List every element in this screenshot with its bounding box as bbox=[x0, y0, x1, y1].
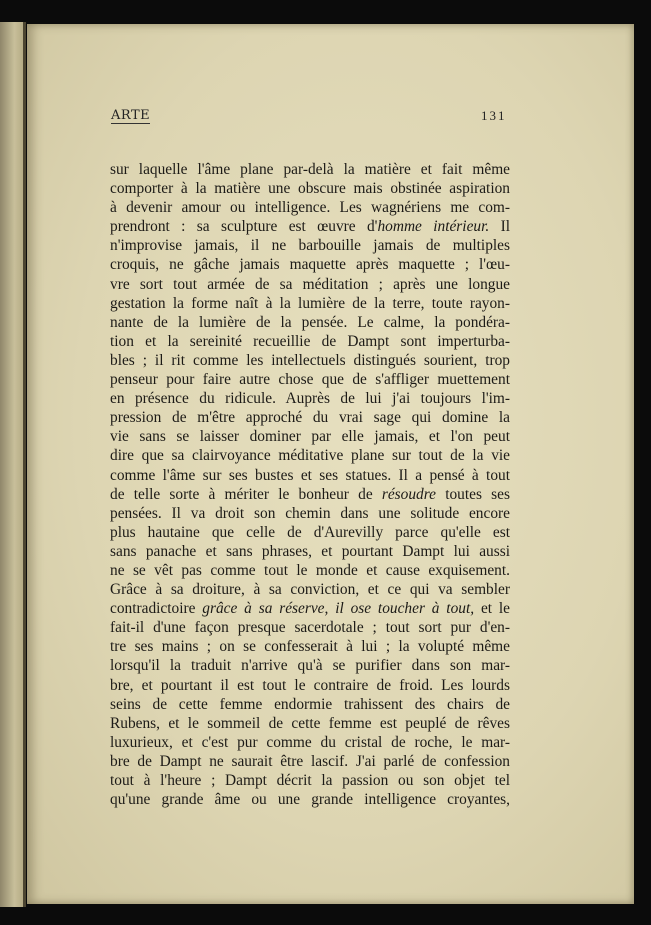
text-run: bre, et pourtant il est tout le contraire de froid. Les lourds bbox=[110, 676, 510, 694]
text-line bbox=[110, 771, 510, 790]
text-run: sur laquelle l'âme plane par-delà la matière et fait même bbox=[110, 161, 510, 178]
text-line bbox=[110, 599, 510, 618]
text-run: lorsqu'il la traduit n'arrive qu'à se purifier dans son mar- bbox=[110, 657, 510, 675]
text-run: sans panache et sans phrases, et pourtant Dampt lui aussi bbox=[110, 542, 510, 560]
text-line bbox=[110, 179, 510, 198]
text-run: vie sans se laisser dominer par elle jamais, et l'on peut bbox=[110, 428, 510, 446]
text-line bbox=[110, 275, 510, 294]
text-line bbox=[110, 332, 510, 351]
text-line bbox=[110, 523, 510, 542]
text-run: de telle sorte à mériter le bonheur de bbox=[110, 485, 382, 503]
text-run: Il bbox=[489, 218, 510, 236]
text-line bbox=[110, 198, 510, 217]
text-run: ne se vêt pas comme tout le monde et cause exquisement. bbox=[110, 561, 510, 579]
text-line bbox=[110, 714, 510, 733]
text-line bbox=[110, 427, 510, 446]
text-run: plus hautaine que celle de d'Aurevilly parce qu'elle est bbox=[110, 523, 510, 541]
text-run: qu'une grande âme ou une grande intelligence croyantes, bbox=[110, 791, 510, 809]
italic-phrase: résoudre bbox=[381, 485, 437, 503]
text-run: pression de m'être approché du vrai sage qui domine la bbox=[110, 409, 510, 427]
text-run: contradictoire bbox=[110, 600, 203, 618]
text-run: seins de cette femme endormie trahissent des chairs de bbox=[110, 695, 510, 713]
text-line bbox=[110, 618, 510, 637]
text-run: en présence du ridicule. Auprès de lui j'ai toujours l'im- bbox=[110, 390, 510, 408]
text-run: toutes ses bbox=[436, 485, 510, 503]
text-run: vre sort tout armée de sa méditation ; après une longue bbox=[110, 275, 510, 293]
text-line bbox=[110, 236, 510, 255]
text-line bbox=[110, 676, 510, 695]
text-run: dire que sa clairvoyance méditative plane sur tout de la vie bbox=[110, 447, 510, 465]
text-line bbox=[110, 313, 510, 332]
text-run: à devenir amour ou intelligence. Les wagnériens me com- bbox=[110, 199, 510, 217]
text-run: n'improvise jamais, il ne barbouille jamais de multiples bbox=[110, 237, 510, 255]
text-run: et le bbox=[474, 600, 510, 618]
text-run: tre ses mains ; on se confesserait à lui ; la volupté même bbox=[110, 638, 510, 656]
italic-phrase: homme intérieur. bbox=[377, 218, 490, 236]
text-line bbox=[110, 294, 510, 313]
text-run: luxurieux, et c'est pur comme du cristal de roche, le mar- bbox=[110, 733, 510, 751]
text-line bbox=[110, 695, 510, 714]
text-line bbox=[110, 790, 510, 809]
text-line bbox=[110, 485, 510, 504]
text-run: Grâce à sa droiture, à sa conviction, et ce qui va sembler bbox=[110, 581, 510, 599]
text-run: Rubens, et le sommeil de cette femme est peuplé de rêves bbox=[110, 714, 510, 732]
text-run: fait-il d'une façon presque sacerdotale ; tout sort pur d'en- bbox=[110, 619, 510, 637]
text-run: gestation la forme naît à la lumière de la terre, toute rayon- bbox=[110, 294, 510, 312]
page-number: 131 bbox=[481, 108, 507, 123]
text-line bbox=[110, 637, 510, 656]
text-line bbox=[110, 255, 510, 274]
text-run: croquis, ne gâche jamais maquette après maquette ; l'œu- bbox=[110, 256, 510, 274]
text-line bbox=[110, 389, 510, 408]
text-run: pensées. Il va droit son chemin dans une solitude encore bbox=[110, 504, 510, 522]
text-run: nante de la lumière de la pensée. Le calme, la pondéra- bbox=[110, 313, 510, 331]
text-line bbox=[110, 504, 510, 523]
text-line bbox=[110, 160, 510, 179]
text-line bbox=[110, 408, 510, 427]
text-line bbox=[110, 656, 510, 675]
text-line bbox=[110, 351, 510, 370]
text-run: bre de Dampt ne saurait être lascif. J'ai parlé de confession bbox=[110, 752, 510, 770]
facing-page-edge bbox=[0, 22, 24, 907]
text-line bbox=[110, 466, 510, 485]
body-text bbox=[110, 160, 510, 809]
text-run: comporter à la matière une obscure mais obstinée aspiration bbox=[110, 180, 510, 198]
text-line bbox=[110, 733, 510, 752]
italic-phrase: grâce à sa réserve, il ose toucher à tout, bbox=[202, 600, 475, 618]
text-line bbox=[110, 580, 510, 599]
text-run: penseur pour faire autre chose que de s'affliger muettement bbox=[110, 371, 510, 389]
text-line bbox=[110, 561, 510, 580]
text-run: comme l'âme sur ses bustes et ses statues. Il a pensé à tout bbox=[110, 466, 510, 484]
book-page bbox=[27, 24, 634, 904]
text-run: bles ; il rit comme les intellectuels distingués sourient, trop bbox=[110, 351, 510, 369]
text-run: tion et la sereinité recueillie de Dampt sont imperturba- bbox=[110, 332, 510, 350]
running-head: ARTE bbox=[111, 108, 151, 123]
text-line bbox=[110, 446, 510, 465]
text-line bbox=[110, 217, 510, 236]
text-run: tout à l'heure ; Dampt décrit la passion ou son objet tel bbox=[110, 772, 510, 789]
text-line bbox=[110, 542, 510, 561]
text-line bbox=[110, 370, 510, 389]
text-run: prendront : sa sculpture est œuvre d' bbox=[110, 218, 378, 236]
text-line bbox=[110, 752, 510, 771]
